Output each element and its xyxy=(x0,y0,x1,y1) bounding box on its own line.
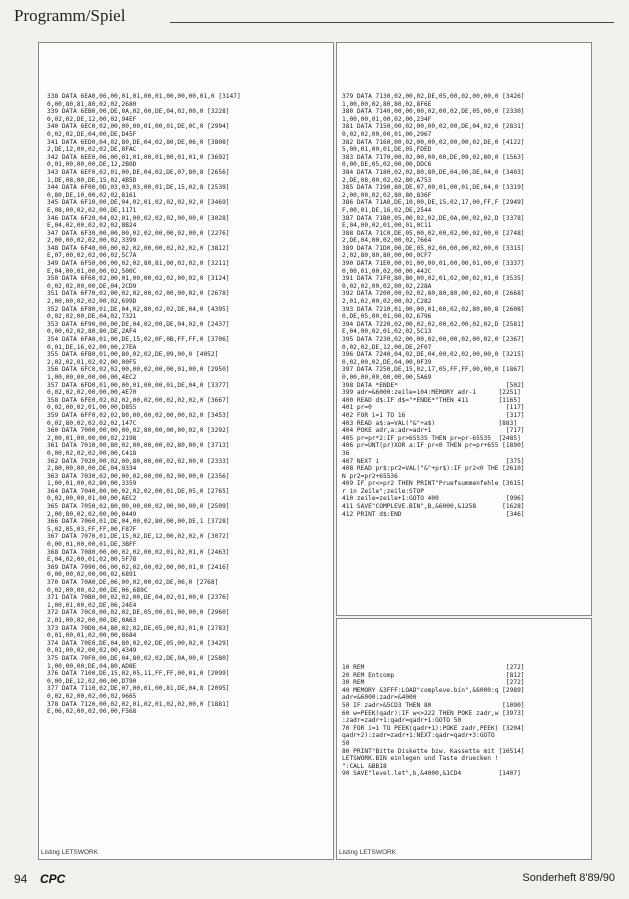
code-line: E,04,02,00,02,02,02,8B24 xyxy=(47,222,137,230)
code-line: 1,00,00,00,00,00,00,4EC2 xyxy=(47,373,137,381)
code-line: 0,01,DE,16,02,00,00,27EA xyxy=(47,343,137,351)
code-line: 5,00,01,00,01,DE,05,FDED xyxy=(342,146,432,154)
code-line: 386 DATA 71A0,DE,10,00,DE,15,02,17,00,FF,F [2949] xyxy=(342,199,525,207)
code-line: 371 DATA 70B0,00,02,02,00,DE,04,02,01,00,0 [2376] xyxy=(47,594,230,602)
code-line: 402 FOR i=1 TO 16 [317] xyxy=(342,411,525,419)
code-line: 355 DATA 6FB0,01,00,80,02,02,DE,09,00,0 [4052] xyxy=(47,351,219,359)
code-line: 339 DATA 6EB0,00,DE,0A,02,00,DE,04,02,00,0 [3228] xyxy=(47,108,230,116)
code-line: 2,00,01,00,00,00,02,2198 xyxy=(47,434,137,442)
code-line: 70 FOR i=1 TO PEEK(qadr+1):POKE zadr,PEEK( [3204] xyxy=(342,724,525,732)
code-line: 60 w=PEEK(qadr):IF w<>222 THEN POKE zadr,w [3973] xyxy=(342,709,525,717)
code-line: 407 NEXT i [375] xyxy=(342,457,525,465)
code-line: E,04,00,02,01,02,02,5C13 xyxy=(342,328,432,336)
code-line: 0,00,DE,12,02,00,00,D790 xyxy=(47,677,137,685)
code-line: 372 DATA 70C0,00,02,02,DE,05,00,01,00,00,0 [2960] xyxy=(47,609,230,617)
code-line: 0,02,02,DE,12,00,02,94EF xyxy=(47,115,137,123)
code-line: E,04,02,00,01,02,00,5F78 xyxy=(47,556,137,564)
code-line: 412 PRINT d$:END [346] xyxy=(342,510,525,518)
code-line: 344 DATA 6F00,0D,03,03,03,00,01,DE,15,02,8 [2539] xyxy=(47,184,230,192)
code-line: 384 DATA 7180,02,02,80,80,DE,04,00,DE,04,0 [3403] xyxy=(342,168,525,176)
code-line: 353 DATA 6F90,00,00,DE,04,02,00,DE,04,02,0 [2437] xyxy=(47,320,230,328)
code-line: 383 DATA 7170,00,02,00,00,00,DE,09,02,80,0 [1563] xyxy=(342,153,525,161)
code-line: 394 DATA 7220,02,00,02,02,00,02,00,02,02,D [2581] xyxy=(342,320,525,328)
code-line: 357 DATA 6FD0,01,00,00,01,00,00,01,DE,04,0 [3377] xyxy=(47,381,230,389)
code-line: 0,02,80,02,02,02,02,147C xyxy=(47,419,137,427)
code-line: 366 DATA 7060,01,DE,04,00,02,80,00,00,DE,1 [3728] xyxy=(47,518,230,526)
magazine-logo: CPC xyxy=(40,872,66,886)
code-line: 346 DATA 6F20,04,02,01,00,02,02,02,00,00,0 [3028] xyxy=(47,214,230,222)
code-line: 345 DATA 6F10,00,DE,04,02,01,02,02,02,02,0 [3469] xyxy=(47,199,230,207)
code-line: 404 POKE adr,a:adr=adr+1 [717] xyxy=(342,427,525,435)
code-line: 1,00,01,00,02,DE,06,24E4 xyxy=(47,601,137,609)
code-line: 80 PRINT"Bitte Diskette bzw. Kassette mit [10514] xyxy=(342,747,525,755)
code-line: 5,02,05,03,FF,FF,00,F87F xyxy=(47,525,137,533)
code-line: 2,02,02,01,02,02,00,00F5 xyxy=(47,358,137,366)
listing-loader-code xyxy=(342,664,590,778)
code-line: 2,DE,12,00,02,02,DE,8FAC xyxy=(47,146,137,154)
code-line: 388 DATA 71C0,DE,05,00,02,00,02,00,02,00,0 [2748] xyxy=(342,229,525,237)
code-line: 338 DATA 6EA0,06,00,01,01,00,01,00,00,00,01,0 [3147] xyxy=(47,93,241,100)
code-line: 343 DATA 6EF0,02,01,00,DE,04,02,DE,07,80,8 [2656] xyxy=(47,168,230,176)
code-line: 2,01,00,02,00,00,DE,0A63 xyxy=(47,616,137,624)
code-line: 373 DATA 70D0,04,80,02,02,DE,05,00,02,01,0 [2783] xyxy=(47,624,230,632)
code-line: 349 DATA 6F50,00,00,02,02,80,81,00,02,02,0 [3211] xyxy=(47,260,230,268)
code-line: ":CALL &BB18 xyxy=(342,762,387,770)
code-line: 0,02,00,02,DE,04,00,0F39 xyxy=(342,358,432,366)
code-line: 1,00,00,02,80,80,02,8F6E xyxy=(342,100,432,108)
code-line: E,08,00,02,02,00,DE,1171 xyxy=(47,206,137,214)
code-line: E,04,00,02,01,00,01,0C11 xyxy=(342,222,432,230)
header-rule xyxy=(170,22,614,23)
code-line: 368 DATA 7080,00,00,02,02,00,02,01,02,01,0 [2463] xyxy=(47,548,230,556)
code-line: 2,80,00,00,00,DE,04,9334 xyxy=(47,465,137,473)
code-line: 0,00,01,00,00,01,DE,3BFF xyxy=(47,541,137,549)
code-line: 0,02,02,00,02,00,02,9665 xyxy=(47,692,137,700)
code-line: 30 REM [272] xyxy=(342,679,525,687)
code-line: 361 DATA 7010,00,80,02,00,00,00,02,80,00,0 [3713] xyxy=(47,442,230,450)
code-line: 0,02,02,02,00,00,00,4E70 xyxy=(47,389,137,397)
code-line: 2,00,00,02,02,00,02,699D xyxy=(47,298,137,306)
code-line: 0,00,DE,05,02,00,00,DDC6 xyxy=(342,161,432,169)
code-line: 374 DATA 70E0,DE,04,80,02,02,DE,05,00,02,0 [3429] xyxy=(47,639,230,647)
code-line: 400 READ d$:IF d$="*ENDE*"THEN 411 [1165] xyxy=(342,396,521,404)
code-line: 0,02,02,00,DE,04,02,7321 xyxy=(47,313,137,321)
code-line: 396 DATA 7240,04,02,DE,04,00,02,02,00,00,0 [3215] xyxy=(342,351,525,359)
code-line: 362 DATA 7020,00,02,00,80,00,00,02,02,00,0 [2333] xyxy=(47,457,230,465)
page-number: 94 xyxy=(14,872,28,886)
code-line: 2,01,02,00,02,00,02,C282 xyxy=(342,298,432,306)
code-line: 375 DATA 70F0,00,DE,04,80,02,02,DE,0A,00,0 [2580] xyxy=(47,654,230,662)
code-line: 370 DATA 70A0,DE,06,00,02,00,02,DE,06,0 [2768] xyxy=(47,579,219,586)
code-line: 40 MEMORY &3FFF:LOAD"compleve.bin",&6000:q [2989] xyxy=(342,686,525,694)
code-line: r in Zeile";zeile:STOP xyxy=(342,487,424,495)
listing-panel-right-top xyxy=(336,42,592,616)
code-line: 385 DATA 7190,80,DE,07,00,01,00,01,DE,04,0 [3319] xyxy=(342,184,525,192)
code-line: 0,02,00,00,01,00,00,AEC2 xyxy=(47,495,137,503)
code-line: 0,02,00,02,01,00,00,D855 xyxy=(47,404,137,412)
code-line: 380 DATA 7140,00,00,00,02,00,02,DE,05,00,0 [2330] xyxy=(342,108,525,116)
code-line: E,06,02,00,02,00,00,F568 xyxy=(47,708,137,716)
code-line: 0,80,DE,10,00,02,02,8161 xyxy=(47,191,137,199)
code-line: 1,00,00,00,DE,04,80,AD8E xyxy=(47,662,137,670)
code-line: 0,DE,05,00,01,00,02,6796 xyxy=(342,313,432,321)
issue-label: Sonderheft 8'89/90 xyxy=(522,872,615,884)
code-line: 354 DATA 6FA0,01,00,DE,15,02,0F,0B,FF,FF,0 [3706] xyxy=(47,336,230,343)
code-line: 0,00,02,02,80,80,DE,2AF4 xyxy=(47,328,137,336)
code-line: 2,DE,04,00,02,00,02,7664 xyxy=(342,237,432,245)
code-line: F,00,01,DE,16,02,DE,2544 xyxy=(342,206,432,214)
code-line: 36 xyxy=(342,449,350,457)
code-line: 352 DATA 6F80,01,DE,04,02,80,02,02,DE,04,0 [4395] xyxy=(47,305,230,313)
code-line: 398 DATA *ENDE* [502] xyxy=(342,381,525,389)
code-line: 0,02,02,DE,12,00,DE,2F07 xyxy=(342,343,432,351)
code-line: 20 REM Entcomp [812] xyxy=(342,671,525,679)
code-line: 1,00,01,00,02,80,00,3359 xyxy=(47,480,137,488)
code-line: 390 DATA 71E0,00,01,00,00,01,00,00,01,00,0 [3337] xyxy=(342,260,525,268)
code-line: 1,00,00,01,00,02,00,234F xyxy=(342,115,432,123)
listing-right-code xyxy=(342,93,590,518)
code-line: 377 DATA 7110,02,DE,07,00,01,00,81,DE,04,8 [2095] xyxy=(47,685,230,693)
code-line: 2,02,80,80,80,00,00,0CF7 xyxy=(342,252,432,260)
code-line: 0,00,00,00,00,00,00,5A69 xyxy=(342,373,432,381)
code-line: 399 adr=&6000:zeile=104:MEMORY adr-1 [2251] xyxy=(342,389,521,397)
code-line: 405 pr=pr*2:IF pr>65535 THEN pr=pr-65535 [2485] xyxy=(342,434,521,442)
code-line: 1,DE,08,00,DE,15,02,4B5D xyxy=(47,176,137,184)
code-line: 342 DATA 6EE0,06,00,01,01,00,01,00,01,01,0 [3692] xyxy=(47,153,230,161)
section-title: Programm/Spiel xyxy=(14,6,126,25)
code-line: 393 DATA 7210,01,00,00,01,00,02,02,80,80,8 [2608] xyxy=(342,305,525,313)
code-line: 0,00,02,02,02,00,00,C418 xyxy=(47,449,137,457)
code-line: adr=&6000:zadr=&4000 xyxy=(342,694,417,702)
code-line: 381 DATA 7150,00,02,00,00,02,00,DE,04,02,0 [2831] xyxy=(342,123,525,131)
page-footer xyxy=(14,872,615,892)
code-line: 406 pr=UNT(pr)XOR a:IF pr<0 THEN pr=pr+655 [1890] xyxy=(342,442,525,450)
listing-panel-left xyxy=(38,42,334,860)
code-line: 341 DATA 6ED0,04,02,80,DE,04,02,80,DE,06,0 [3808] xyxy=(47,138,230,146)
code-line: 2,00,80,02,02,00,00,0449 xyxy=(47,510,137,518)
code-line: 340 DATA 6EC0,02,00,00,00,01,00,01,DE,0C,0 [2994] xyxy=(47,123,230,131)
code-line: 0,02,00,00,02,00,DE,06,689C xyxy=(47,586,148,594)
page-header xyxy=(14,8,614,30)
code-line: 0,01,00,02,00,02,00,4349 xyxy=(47,647,137,655)
code-line: 392 DATA 7200,00,02,02,80,80,80,00,02,00,0 [2668] xyxy=(342,290,525,298)
code-line: :zadr=zadr+1:qadr=qadr+1:GOTO 50 xyxy=(342,717,462,725)
code-line: 403 READ a$:a=VAL("&"+a$) [883] xyxy=(342,419,518,427)
code-line: 50 xyxy=(342,739,350,747)
code-line: 363 DATA 7030,02,00,00,02,00,00,02,00,00,0 [2356] xyxy=(47,472,230,480)
code-line: 397 DATA 7250,DE,15,02,17,05,FF,FF,00,00,0 [1867] xyxy=(342,366,525,374)
code-line: 2,DE,08,00,02,02,80,A753 xyxy=(342,176,432,184)
code-line: 360 DATA 7000,00,00,00,02,80,00,00,00,02,0 [3292] xyxy=(47,427,230,435)
code-line: 351 DATA 6F70,02,00,02,02,00,02,00,00,02,0 [2678] xyxy=(47,290,230,298)
code-line: 389 DATA 71D0,00,DE,05,02,00,00,00,02,00,0 [3315] xyxy=(342,244,525,252)
code-line: 2,00,00,02,02,00,02,3399 xyxy=(47,237,137,245)
code-line: 364 DATA 7040,00,00,02,02,02,00,01,DE,05,0 [2765] xyxy=(47,487,230,495)
listing-left-code xyxy=(47,93,331,716)
code-line: 50 IF zadr>&5CD3 THEN 80 [1090] xyxy=(342,701,525,709)
code-line: 395 DATA 7230,02,00,00,02,00,00,02,00,02,0 [2367] xyxy=(342,336,525,343)
code-line: 0,02,02,00,02,00,02,228A xyxy=(342,282,432,290)
code-line: E,04,00,01,00,00,02,500C xyxy=(47,267,137,275)
code-line: N pr2=pr2+65536 xyxy=(342,472,398,480)
code-line: 348 DATA 6F40,00,00,02,02,00,00,02,02,02,0 [3812] xyxy=(47,244,230,252)
code-line: 401 pr=0 [117] xyxy=(342,404,525,412)
code-line: 409 IF pr<>pr2 THEN PRINT"Pruefsummenfehle [3615] xyxy=(342,480,525,488)
listing-left-caption: Listing LETSWORK xyxy=(41,849,99,856)
code-line: 382 DATA 7160,00,02,00,00,02,00,00,02,DE,0 [4122] xyxy=(342,138,525,146)
code-line: 391 DATA 71F0,80,80,00,02,01,02,00,02,01,0 [3535] xyxy=(342,275,525,283)
code-line: 0,01,00,00,00,DE,12,2B0D xyxy=(47,161,137,169)
code-line: 358 DATA 6FE0,02,02,02,00,02,00,02,02,02,0 [3667] xyxy=(47,396,230,404)
code-line: LETSWORK.BIN einlegen und Taste druecken ! xyxy=(342,755,499,763)
code-line: 0,00,01,00,02,00,00,442C xyxy=(342,267,432,275)
code-line: 367 DATA 7070,01,DE,15,02,DE,12,00,02,02,0 [3072] xyxy=(47,533,230,541)
code-line: 0,02,02,00,00,01,00,2967 xyxy=(342,130,432,138)
code-line: 379 DATA 7130,02,00,02,DE,05,00,02,00,00,0 [3426] xyxy=(342,93,525,100)
code-line: 0,02,02,00,00,DE,04,2CD9 xyxy=(47,282,137,290)
code-line: 0,02,02,DE,04,00,DE,D45F xyxy=(47,130,137,138)
code-line: 2,00,00,02,02,80,80,836F xyxy=(342,191,432,199)
code-line: 347 DATA 6F30,00,00,00,02,02,00,00,02,00,0 [2276] xyxy=(47,229,230,237)
listing-panel-right-bottom xyxy=(336,618,592,860)
code-line: 376 DATA 7100,DE,15,02,05,11,FF,FF,00,01,0 [2099] xyxy=(47,670,230,678)
code-line: 0,00,00,02,00,00,02,6891 xyxy=(47,571,137,579)
listing-loader-caption: Listing LETSWORK xyxy=(339,849,397,856)
code-line: 350 DATA 6F60,02,00,01,00,00,02,02,00,02,0 [3124] xyxy=(47,275,230,283)
code-line: 387 DATA 71B0,05,00,02,02,DE,0A,00,02,02,D [3378] xyxy=(342,214,525,222)
code-line: 365 DATA 7050,02,80,00,00,00,02,00,00,00,0 [2509] xyxy=(47,503,230,511)
code-line: 356 DATA 6FC0,02,02,00,00,02,00,00,01,00,0 [2950] xyxy=(47,366,230,374)
code-line: E,07,00,02,02,00,02,5C7A xyxy=(47,252,137,260)
code-line: 0,00,80,81,80,02,02,2680 xyxy=(47,100,137,108)
code-line: 410 zeile=zeile+1:GOTO 400 [996] xyxy=(342,495,525,503)
code-line: 90 SAVE"level.let",b,&4000,&1CD4 [1407] xyxy=(342,770,521,778)
code-line: 0,01,00,01,02,00,00,8684 xyxy=(47,632,137,640)
code-line: 10 REM [272] xyxy=(342,664,525,671)
code-line: 411 SAVE"COMPLEVE.BIN",B,&6000,&1258 [1628] xyxy=(342,503,525,511)
code-line: 408 READ pr$:pr2=VAL("&"+pr$):IF pr2<0 THE [2610] xyxy=(342,465,525,473)
code-line: 378 DATA 7120,00,02,02,01,02,01,02,02,00,0 [1881] xyxy=(47,700,230,708)
code-line: 359 DATA 6FF0,02,02,80,00,00,02,00,00,02,0 [3453] xyxy=(47,411,230,419)
code-line: 369 DATA 7090,06,00,02,02,00,02,00,00,01,0 [2416] xyxy=(47,563,230,571)
code-line: qadr+2):zadr=zadr+1:NEXT:qadr=qadr+3:GOTO xyxy=(342,732,495,740)
